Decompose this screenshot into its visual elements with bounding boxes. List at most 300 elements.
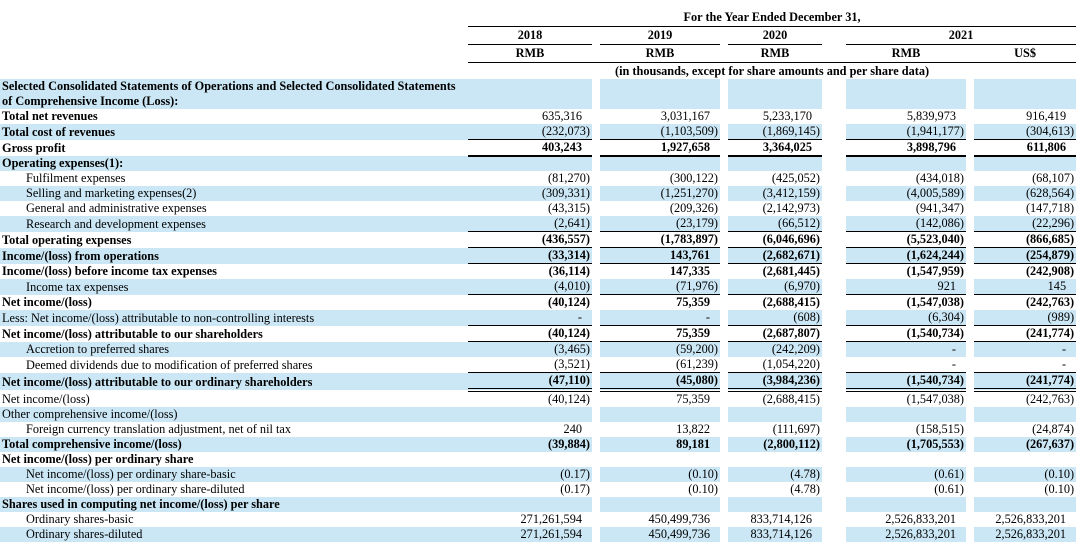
cell-value: (39,884) (468, 437, 592, 452)
column-gap (592, 407, 600, 422)
column-gap (966, 232, 974, 248)
column-gap (720, 27, 728, 45)
cell-value: (989) (974, 310, 1076, 326)
cell-value: (3,521) (468, 357, 592, 373)
cell-value: (43,315) (468, 201, 592, 216)
table-row (0, 407, 1076, 422)
cell-value: (142,086) (846, 216, 966, 232)
column-gap (966, 437, 974, 452)
column-gap (822, 27, 846, 45)
column-gap (966, 264, 974, 280)
table-row (0, 373, 1076, 391)
column-gap (720, 527, 728, 542)
column-gap (720, 357, 728, 373)
cell-value: (232,073) (468, 124, 592, 140)
table-body (0, 79, 1076, 542)
period-header-row (0, 8, 1076, 27)
cell-value: 1,927,658 (600, 140, 720, 157)
row-label: Deemed dividends due to modification of preferred shares (0, 357, 468, 373)
cell-value: (24,874) (974, 422, 1076, 437)
row-label: Total operating expenses (0, 232, 468, 248)
cell-value: (267,637) (974, 437, 1076, 452)
column-gap (592, 452, 600, 467)
column-gap (822, 482, 846, 497)
column-gap (822, 79, 846, 109)
column-gap (720, 186, 728, 201)
cell-value (974, 407, 1076, 422)
row-label: Total comprehensive income/(loss) (0, 437, 468, 452)
currency-label: RMB (728, 45, 822, 63)
currency-label: RMB (600, 45, 720, 63)
header-spacer (0, 8, 468, 27)
column-gap (966, 452, 974, 467)
table-row (0, 342, 1076, 358)
column-gap (720, 295, 728, 311)
column-gap (966, 124, 974, 140)
cell-value: (4,010) (468, 279, 592, 295)
cell-value: 271,261,594 (468, 527, 592, 542)
column-gap (592, 248, 600, 264)
column-gap (966, 467, 974, 482)
table-row (0, 216, 1076, 232)
table-row (0, 171, 1076, 186)
table-row (0, 186, 1076, 201)
cell-value: (3,412,159) (728, 186, 822, 201)
cell-value (728, 407, 822, 422)
column-gap (822, 310, 846, 326)
cell-value: 833,714,126 (728, 512, 822, 527)
table-row (0, 310, 1076, 326)
cell-value: (0.10) (974, 482, 1076, 497)
currency-label: RMB (468, 45, 592, 63)
cell-value: 75,359 (600, 295, 720, 311)
cell-value: (2,688,415) (728, 295, 822, 311)
column-gap (592, 512, 600, 527)
column-gap (966, 482, 974, 497)
cell-value: (3,465) (468, 342, 592, 358)
cell-value: - (846, 342, 966, 358)
column-gap (822, 124, 846, 140)
cell-value: (0.10) (600, 467, 720, 482)
column-gap (720, 373, 728, 391)
cell-value: (434,018) (846, 171, 966, 186)
cell-value (728, 156, 822, 171)
column-gap (822, 326, 846, 342)
column-gap (966, 310, 974, 326)
column-gap (822, 527, 846, 542)
column-gap (720, 437, 728, 452)
cell-value (600, 497, 720, 512)
column-gap (822, 407, 846, 422)
row-label: Operating expenses(1): (0, 156, 468, 171)
cell-value: (2,688,415) (728, 390, 822, 407)
cell-value: 450,499,736 (600, 527, 720, 542)
cell-value: 75,359 (600, 326, 720, 342)
column-gap (720, 452, 728, 467)
table-row (0, 279, 1076, 295)
table-row (0, 357, 1076, 373)
row-label: Foreign currency translation adjustment, net of nil tax (0, 422, 468, 437)
cell-value: (111,697) (728, 422, 822, 437)
column-gap (720, 279, 728, 295)
row-label: Net income/(loss) per ordinary share (0, 452, 468, 467)
cell-value: (22,296) (974, 216, 1076, 232)
column-gap (822, 264, 846, 280)
table-row (0, 497, 1076, 512)
cell-value: 145 (974, 279, 1076, 295)
column-gap (822, 422, 846, 437)
cell-value: (436,557) (468, 232, 592, 248)
cell-value: (941,347) (846, 201, 966, 216)
cell-value: (1,251,270) (600, 186, 720, 201)
table-row (0, 124, 1076, 140)
cell-value: - (468, 310, 592, 326)
column-gap (966, 45, 974, 63)
column-gap (592, 482, 600, 497)
column-gap (720, 45, 728, 63)
cell-value: 833,714,126 (728, 527, 822, 542)
column-gap (592, 342, 600, 358)
cell-value (468, 156, 592, 171)
cell-value: 143,761 (600, 248, 720, 264)
cell-value: 916,419 (974, 109, 1076, 124)
column-gap (822, 156, 846, 171)
cell-value (846, 407, 966, 422)
row-label: Other comprehensive income/(loss) (0, 407, 468, 422)
cell-value: (2,800,112) (728, 437, 822, 452)
cell-value (600, 156, 720, 171)
cell-value: 240 (468, 422, 592, 437)
column-gap (720, 497, 728, 512)
row-label: Accretion to preferred shares (0, 342, 468, 358)
cell-value: (0.10) (974, 467, 1076, 482)
cell-value: (1,547,038) (846, 295, 966, 311)
cell-value: (4,005,589) (846, 186, 966, 201)
cell-value: (608) (728, 310, 822, 326)
cell-value: (45,080) (600, 373, 720, 391)
column-gap (822, 140, 846, 157)
cell-value (974, 497, 1076, 512)
row-label: Income/(loss) from operations (0, 248, 468, 264)
cell-value (846, 156, 966, 171)
column-gap (822, 216, 846, 232)
cell-value: 147,335 (600, 264, 720, 280)
column-gap (592, 310, 600, 326)
table-row (0, 264, 1076, 280)
column-gap (592, 373, 600, 391)
column-gap (592, 422, 600, 437)
cell-value: (66,512) (728, 216, 822, 232)
column-gap (720, 232, 728, 248)
cell-value: (0.61) (846, 467, 966, 482)
table-row (0, 482, 1076, 497)
column-gap (822, 452, 846, 467)
cell-value: - (974, 357, 1076, 373)
cell-value: (1,540,734) (846, 373, 966, 391)
column-gap (822, 373, 846, 391)
column-gap (720, 264, 728, 280)
cell-value (846, 79, 966, 109)
column-gap (720, 156, 728, 171)
column-gap (592, 156, 600, 171)
column-gap (966, 109, 974, 124)
column-gap (720, 512, 728, 527)
column-gap (592, 201, 600, 216)
column-gap (720, 326, 728, 342)
column-gap (720, 124, 728, 140)
cell-value: 5,839,973 (846, 109, 966, 124)
cell-value: (1,705,553) (846, 437, 966, 452)
cell-value: (40,124) (468, 390, 592, 407)
column-gap (720, 467, 728, 482)
row-label: Selling and marketing expenses(2) (0, 186, 468, 201)
cell-value: (242,763) (974, 295, 1076, 311)
cell-value: (2,142,973) (728, 201, 822, 216)
cell-value: (0.10) (600, 482, 720, 497)
column-gap (822, 109, 846, 124)
column-gap (966, 342, 974, 358)
cell-value: (61,239) (600, 357, 720, 373)
row-label: Research and development expenses (0, 216, 468, 232)
table-row (0, 390, 1076, 407)
cell-value: - (974, 342, 1076, 358)
column-gap (822, 279, 846, 295)
row-label: Net income/(loss) per ordinary share-diluted (0, 482, 468, 497)
column-gap (592, 140, 600, 157)
column-gap (592, 390, 600, 407)
column-gap (966, 407, 974, 422)
row-label: Less: Net income/(loss) attributable to non-controlling interests (0, 310, 468, 326)
cell-value: (47,110) (468, 373, 592, 391)
units-note-row (0, 63, 1076, 80)
cell-value: 3,898,796 (846, 140, 966, 157)
table-row (0, 452, 1076, 467)
cell-value: - (846, 357, 966, 373)
column-gap (592, 264, 600, 280)
cell-value: (309,331) (468, 186, 592, 201)
row-label: Selected Consolidated Statements of Operations and Selected Consolidated Statements of Comprehensive Income (Loss): (0, 79, 468, 109)
column-gap (822, 232, 846, 248)
column-gap (822, 171, 846, 186)
cell-value (728, 79, 822, 109)
cell-value: (147,718) (974, 201, 1076, 216)
cell-value: (33,314) (468, 248, 592, 264)
cell-value: (425,052) (728, 171, 822, 186)
cell-value: (6,970) (728, 279, 822, 295)
column-gap (592, 437, 600, 452)
cell-value: (0.61) (846, 482, 966, 497)
row-label: Gross profit (0, 140, 468, 157)
currency-label: RMB (846, 45, 966, 63)
column-gap (720, 216, 728, 232)
cell-value: 635,316 (468, 109, 592, 124)
column-gap (720, 79, 728, 109)
cell-value: (4.78) (728, 467, 822, 482)
cell-value (468, 497, 592, 512)
cell-value (728, 497, 822, 512)
cell-value: 921 (846, 279, 966, 295)
year-label: 2019 (600, 27, 720, 45)
row-label: General and administrative expenses (0, 201, 468, 216)
column-gap (592, 79, 600, 109)
column-gap (592, 279, 600, 295)
column-gap (966, 497, 974, 512)
cell-value: (628,564) (974, 186, 1076, 201)
row-label: Ordinary shares-diluted (0, 527, 468, 542)
cell-value: 89,181 (600, 437, 720, 452)
cell-value: (209,326) (600, 201, 720, 216)
column-gap (720, 390, 728, 407)
row-label: Fulfilment expenses (0, 171, 468, 186)
column-gap (592, 109, 600, 124)
column-gap (966, 201, 974, 216)
column-gap (592, 27, 600, 45)
table-row (0, 109, 1076, 124)
row-label: Net income/(loss) attributable to our shareholders (0, 326, 468, 342)
cell-value: (866,685) (974, 232, 1076, 248)
column-gap (822, 497, 846, 512)
column-gap (592, 527, 600, 542)
year-header-row (0, 27, 1076, 45)
currency-label: US$ (974, 45, 1076, 63)
cell-value: 2,526,833,201 (846, 527, 966, 542)
column-gap (822, 45, 846, 63)
year-label: 2018 (468, 27, 592, 45)
column-gap (720, 310, 728, 326)
cell-value: (2,682,671) (728, 248, 822, 264)
cell-value: (158,515) (846, 422, 966, 437)
cell-value: 75,359 (600, 390, 720, 407)
cell-value: (304,613) (974, 124, 1076, 140)
cell-value: (36,114) (468, 264, 592, 280)
column-gap (966, 373, 974, 391)
cell-value: (1,547,038) (846, 390, 966, 407)
table-row (0, 248, 1076, 264)
table-row (0, 512, 1076, 527)
column-gap (966, 156, 974, 171)
cell-value: (2,641) (468, 216, 592, 232)
table-row (0, 140, 1076, 157)
cell-value (468, 79, 592, 109)
cell-value: (23,179) (600, 216, 720, 232)
column-gap (592, 186, 600, 201)
column-gap (966, 171, 974, 186)
cell-value: (242,209) (728, 342, 822, 358)
cell-value: (241,774) (974, 373, 1076, 391)
cell-value: 403,243 (468, 140, 592, 157)
cell-value: (1,783,897) (600, 232, 720, 248)
financial-table (0, 8, 1076, 542)
cell-value: (300,122) (600, 171, 720, 186)
column-gap (966, 216, 974, 232)
column-gap (592, 326, 600, 342)
column-gap (592, 171, 600, 186)
column-gap (592, 124, 600, 140)
column-gap (822, 467, 846, 482)
table-row (0, 422, 1076, 437)
cell-value (974, 156, 1076, 171)
cell-value: 3,031,167 (600, 109, 720, 124)
table-row (0, 201, 1076, 216)
cell-value: (40,124) (468, 326, 592, 342)
period-title: For the Year Ended December 31, (468, 8, 1076, 27)
cell-value: (1,540,734) (846, 326, 966, 342)
cell-value (974, 452, 1076, 467)
cell-value (728, 452, 822, 467)
column-gap (966, 140, 974, 157)
cell-value: (6,046,696) (728, 232, 822, 248)
column-gap (966, 357, 974, 373)
column-gap (966, 326, 974, 342)
cell-value: (1,624,244) (846, 248, 966, 264)
column-gap (966, 295, 974, 311)
cell-value: (59,200) (600, 342, 720, 358)
cell-value: (0.17) (468, 482, 592, 497)
cell-value: (2,681,445) (728, 264, 822, 280)
cell-value (600, 79, 720, 109)
row-label: Net income/(loss) per ordinary share-basic (0, 467, 468, 482)
column-gap (592, 232, 600, 248)
cell-value: (1,869,145) (728, 124, 822, 140)
cell-value (468, 452, 592, 467)
column-gap (966, 248, 974, 264)
column-gap (822, 357, 846, 373)
cell-value: 271,261,594 (468, 512, 592, 527)
column-gap (966, 279, 974, 295)
column-gap (822, 390, 846, 407)
cell-value: (1,054,220) (728, 357, 822, 373)
cell-value: 13,822 (600, 422, 720, 437)
column-gap (720, 201, 728, 216)
table-row (0, 295, 1076, 311)
cell-value: (2,687,807) (728, 326, 822, 342)
units-note: (in thousands, except for share amounts and per share data) (615, 64, 930, 78)
cell-value: 2,526,833,201 (974, 512, 1076, 527)
column-gap (592, 467, 600, 482)
cell-value: (4.78) (728, 482, 822, 497)
column-gap (966, 512, 974, 527)
table-row (0, 326, 1076, 342)
cell-value (600, 452, 720, 467)
cell-value: (1,103,509) (600, 124, 720, 140)
row-label: Income tax expenses (0, 279, 468, 295)
cell-value: (40,124) (468, 295, 592, 311)
column-gap (966, 527, 974, 542)
column-gap (592, 216, 600, 232)
column-gap (592, 357, 600, 373)
cell-value (600, 407, 720, 422)
row-label: Ordinary shares-basic (0, 512, 468, 527)
table-row (0, 527, 1076, 542)
cell-value: (81,270) (468, 171, 592, 186)
column-gap (720, 482, 728, 497)
column-gap (822, 512, 846, 527)
cell-value: 3,364,025 (728, 140, 822, 157)
row-label: Income/(loss) before income tax expenses (0, 264, 468, 280)
column-gap (966, 79, 974, 109)
row-label: Net income/(loss) (0, 295, 468, 311)
table-row (0, 79, 1076, 109)
year-label: 2021 (846, 27, 1076, 45)
column-gap (592, 295, 600, 311)
column-gap (822, 295, 846, 311)
cell-value (974, 79, 1076, 109)
year-label: 2020 (728, 27, 822, 45)
cell-value: (71,976) (600, 279, 720, 295)
cell-value: 2,526,833,201 (846, 512, 966, 527)
cell-value: (6,304) (846, 310, 966, 326)
cell-value: (1,547,959) (846, 264, 966, 280)
